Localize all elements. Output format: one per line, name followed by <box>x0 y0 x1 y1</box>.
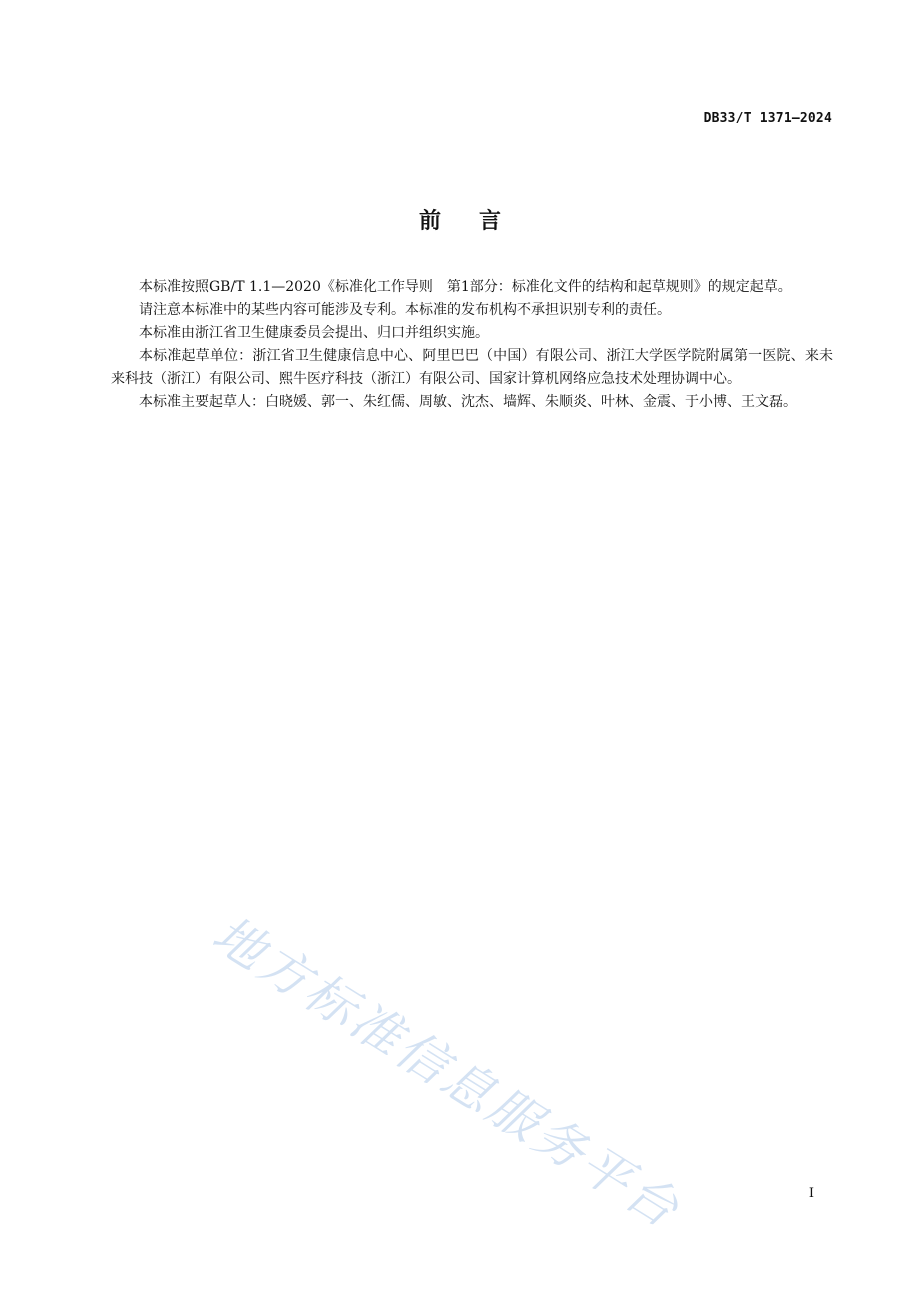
paragraph-drafters: 本标准主要起草人：白晓媛、郭一、朱红儒、周敏、沈杰、墙辉、朱顺炎、叶林、金震、于小博、王文磊。 <box>139 394 797 410</box>
paragraph-drafting-rules: 本标准按照GB/T 1.1—2020《标准化工作导则 第1部分：标准化文件的结构和起草规则》的规定起草。 <box>139 279 792 295</box>
foreword-body <box>111 276 833 414</box>
watermark: 地方标准信息服务平台 <box>202 904 692 1241</box>
paragraph-drafting-units: 本标准起草单位：浙江省卫生健康信息中心、阿里巴巴（中国）有限公司、浙江大学医学院附属第一医院、来未来科技（浙江）有限公司、熙牛医疗科技（浙江）有限公司、国家计算机网络应急技术处理协调中心。 <box>111 348 833 387</box>
page-number: I <box>808 1186 814 1201</box>
document-code: DB33/T 1371—2024 <box>703 111 832 126</box>
paragraph-proposer: 本标准由浙江省卫生健康委员会提出、归口并组织实施。 <box>139 325 489 341</box>
paragraph-patent-notice: 请注意本标准中的某些内容可能涉及专利。本标准的发布机构不承担识别专利的责任。 <box>139 302 671 318</box>
page-title: 前言 <box>418 209 539 234</box>
